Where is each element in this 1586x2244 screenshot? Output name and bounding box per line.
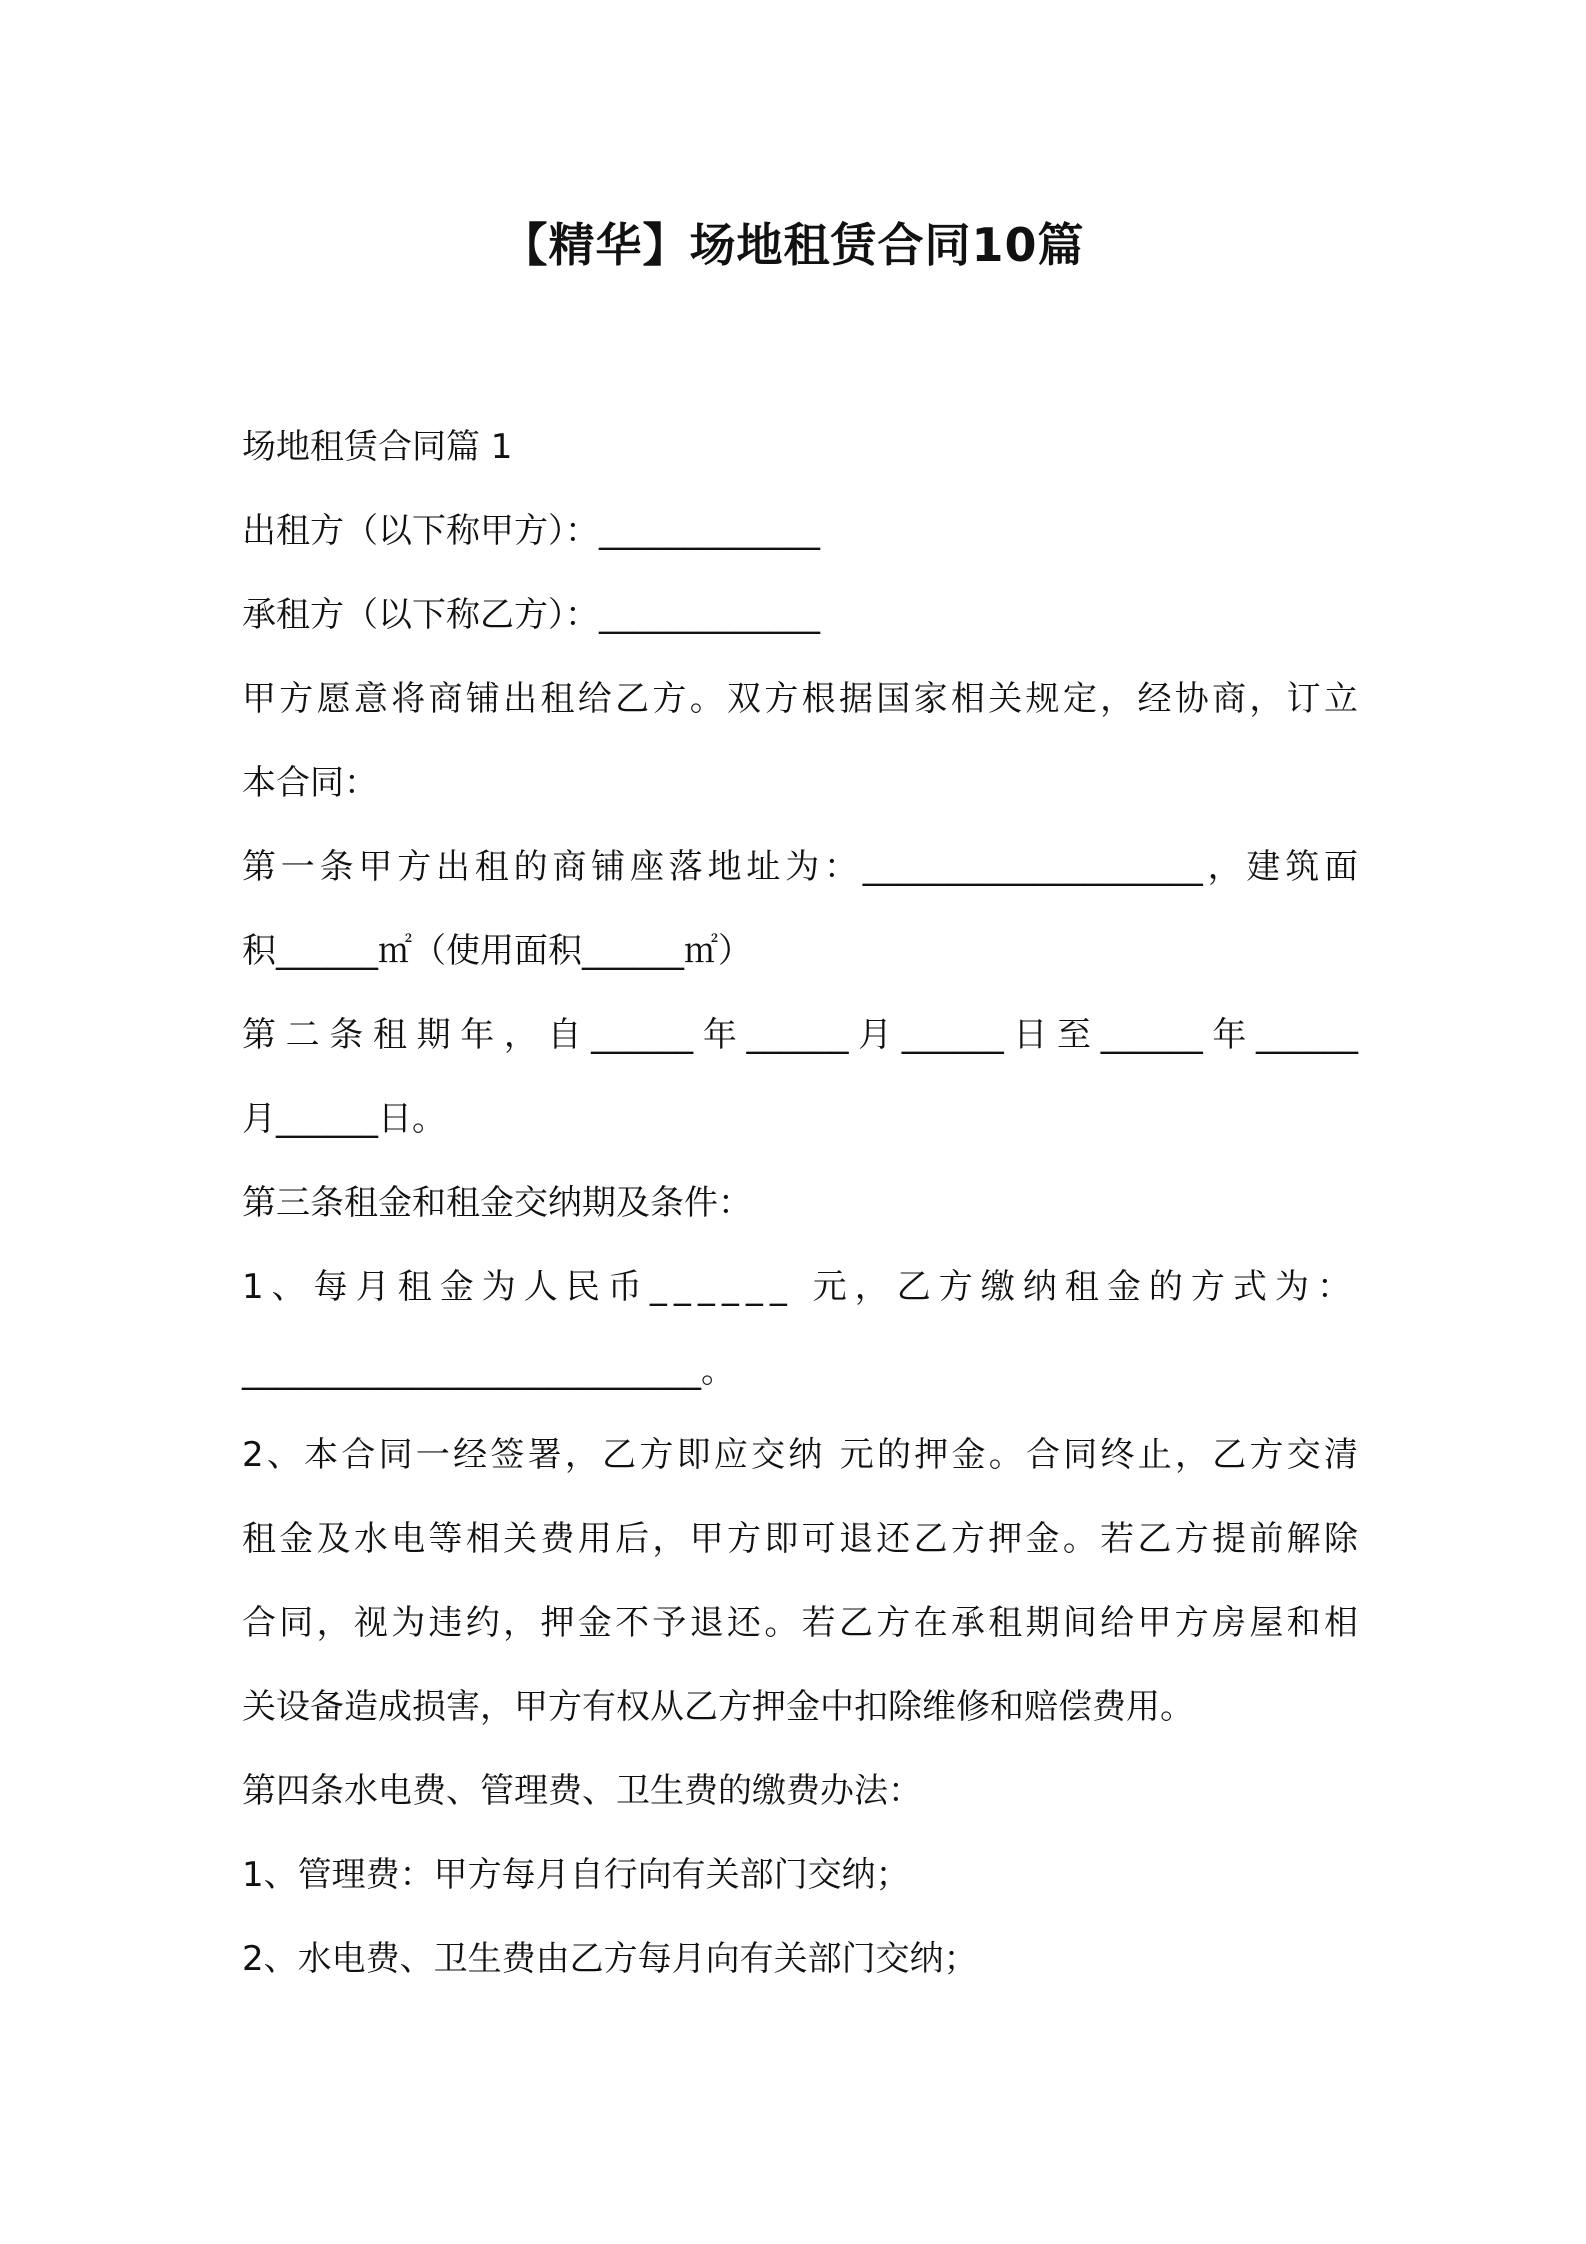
clause-line: 1、每月租金为人民币______ 元，乙方缴纳租金的方式为： — [242, 1267, 1358, 1307]
clause-line: 关设备造成损害，甲方有权从乙方押金中扣除维修和赔偿费用。 — [242, 1687, 1194, 1727]
article-line: 第三条租金和租金交纳期及条件： — [242, 1183, 752, 1223]
clause-line: 1、管理费：甲方每月自行向有关部门交纳； — [242, 1855, 910, 1895]
paragraph-line: 本合同： — [242, 763, 378, 803]
article-line: 积______㎡（使用面积______㎡） — [242, 931, 752, 971]
paragraph-line: 甲方愿意将商铺出租给乙方。双方根据国家相关规定，经协商，订立 — [242, 679, 1358, 719]
clause-line: 租金及水电等相关费用后，甲方即可退还乙方押金。若乙方提前解除 — [242, 1519, 1358, 1559]
clause-line: 2、水电费、卫生费由乙方每月向有关部门交纳； — [242, 1939, 978, 1979]
document-body — [242, 405, 1358, 2001]
clause-line: ___________________________。 — [242, 1351, 735, 1391]
article-line: 第四条水电费、管理费、卫生费的缴费办法： — [242, 1771, 922, 1811]
article-line: 月______日。 — [242, 1099, 446, 1139]
section-heading: 场地租赁合同篇 1 — [242, 427, 513, 467]
article-line: 第二条租期年，自______年______月______日至______年______ — [242, 1015, 1358, 1055]
lessor-line: 出租方（以下称甲方）：_____________ — [242, 511, 820, 551]
article-line: 第一条甲方出租的商铺座落地址为：____________________，建筑面 — [242, 847, 1358, 887]
clause-line: 2、本合同一经签署，乙方即应交纳 元的押金。合同终止，乙方交清 — [242, 1435, 1358, 1475]
clause-line: 合同，视为违约，押金不予退还。若乙方在承租期间给甲方房屋和相 — [242, 1603, 1358, 1643]
lessee-line: 承租方（以下称乙方）：_____________ — [242, 595, 820, 635]
document-title: 【精华】场地租赁合同10篇 — [501, 218, 1085, 272]
